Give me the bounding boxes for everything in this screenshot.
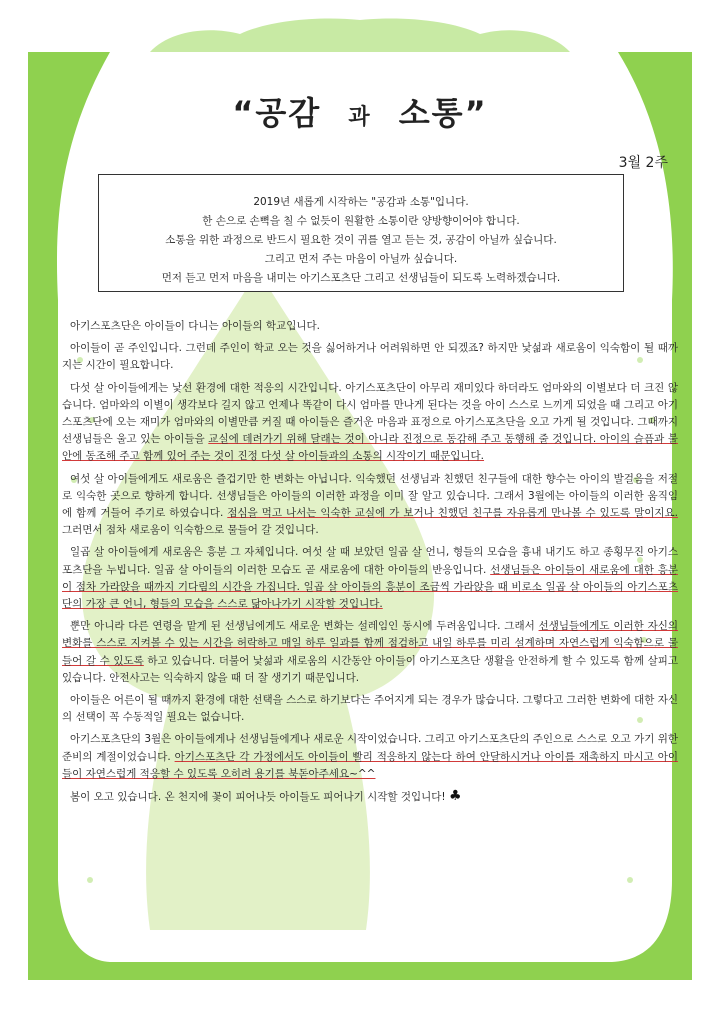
title-part-and: 과 bbox=[348, 105, 372, 130]
intro-line: 그리고 먼저 주는 마음이 아닐까 싶습니다. bbox=[264, 253, 458, 265]
text-span: 일곱 살 아이들에게 새로움은 흥분 그 자체입니다. 여섯 살 때 보았던 일곱 살 언니, 형들의 모습을 흉내 내기도 하고 종횡무진 아기스포츠단을 누빕니다. 일곱 살 아이들의 이러한 모습도 곧 새로움에 대한 아이들의 반응입니다. bbox=[62, 546, 678, 576]
paragraph-school: 아기스포츠단은 아이들이 다니는 아이들의 학교입니다. bbox=[70, 320, 320, 332]
paragraph-seven-year-olds bbox=[62, 544, 678, 613]
text-span: 여섯 살 아이들에게도 새로움은 즐겁기만 한 변화는 아닙니다. 익숙했던 선생님과 친했던 친구들에 대한 향수는 아이의 발걸음을 저절로 익숙한 곳으로 향하게 합니다. 선생님들은 아이들의 이러한 과정을 이미 잘 알고 있습니다. 그래서 3월에는 아이들의 이러한 움직임에 함께 거들어 주기로 하였습니다. bbox=[62, 472, 678, 520]
week-date: 3월 2주 bbox=[618, 155, 668, 171]
text-span: 아기스포츠단의 3월은 아이들에게나 선생님들에게나 새로운 시작이었습니다. 그리고 아기스포츠단의 주인으로 스스로 오고 가기 위한 준비의 계절이었습니다. bbox=[62, 733, 678, 763]
paragraph-six-year-olds bbox=[62, 471, 678, 540]
text-span: 하고 있습니다. 더불어 낯섦과 새로움의 시간동안 아이들이 아기스포츠단 생활을 안전하게 할 수 있도록 함께 살피고 있습니다. 안전사고는 익숙하지 않을 때 더 잘 생기기 때문입니다. bbox=[62, 654, 678, 684]
intro-line: 소통을 위한 과정으로 반드시 필요한 것이 귀를 열고 듣는 것, 공감이 아닐까 싶습니다. bbox=[165, 234, 557, 246]
intro-box bbox=[98, 174, 624, 292]
paragraph-teachers bbox=[62, 618, 678, 687]
paragraph-spring bbox=[62, 788, 678, 806]
underlined-text: 선생님들에게도 이러한 자신의 변화를 스스로 지켜볼 수 있는 시간을 허락하고 매일 하루 일과를 함께 점검하고 내일 하루를 미리 설계하며 자연스럽게 익숙함으로 물들어 갈 수 있도록 bbox=[62, 620, 678, 667]
text-span: 뿐만 아니라 다른 연령을 맡게 된 선생님에게도 새로운 변화는 설레임인 동시에 두려움입니다. 그래서 bbox=[70, 620, 539, 633]
underlined-text: 교실에 데려가기 위해 달래는 것이 아니라 진정으로 동감해 주고 동행해 줄 것입니다. 아이의 슬픔과 불안에 동조해 주고 함께 있어 주는 것이 진정 다섯 살 아이들과의 소통의 시작이기 때문입니다. bbox=[62, 433, 678, 463]
intro-line: 한 손으로 손뼉을 칠 수 없듯이 원활한 소통이란 양방향이어야 합니다. bbox=[202, 215, 520, 227]
intro-line: 2019년 새롭게 시작하는 "공감과 소통"입니다. bbox=[253, 196, 469, 208]
title-part-empathy: “공감 bbox=[232, 94, 322, 132]
page-title bbox=[0, 88, 720, 134]
paragraph-five-year-olds bbox=[62, 380, 678, 466]
text-span: 봄이 오고 있습니다. 온 천지에 꽃이 피어나듯 아이들도 피어나기 시작할 것입니다! bbox=[70, 791, 446, 804]
underlined-text: 점심을 먹고 나서는 익숙한 교실에 가 보거나 친했던 친구를 자유롭게 만나볼 수 있도록 말이지요. bbox=[227, 507, 678, 520]
underlined-text: 아기스포츠단 각 가정에서도 아이들이 빨리 적응하지 않는다 하여 안달하시거나 아이를 재촉하지 마시고 아이들이 자연스럽게 적응할 수 있도록 오히려 용기를 북돋아주세요~^^ bbox=[62, 750, 678, 780]
paragraph-march bbox=[62, 731, 678, 783]
text-span: 그러면서 점차 새로움이 익숙함으로 물들어 갈 것입니다. bbox=[62, 524, 319, 537]
title-part-communication: 소통” bbox=[398, 94, 488, 132]
paragraph-choice: 아이들은 어른이 될 때까지 환경에 대한 선택을 스스로 하기보다는 주어지게 되는 경우가 많습니다. 그렇다고 그러한 변화에 대한 자신의 선택이 꼭 수동적일 필요는 없습니다. bbox=[62, 694, 678, 724]
paragraph-owners: 아이들이 곧 주인입니다. 그런데 주인이 학교 오는 것을 싫어하거나 어려워하면 안 되겠죠? 하지만 낯섦과 새로움이 익숙함이 될 때까지는 시간이 필요합니다. bbox=[62, 342, 678, 372]
text-span: 다섯 살 아이들에게는 낯선 환경에 대한 적응의 시간입니다. 아기스포츠단이 아무리 재미있다 하더라도 엄마와의 이별보다 더 크진 않습니다. 엄마와의 이별이 생각보다 길지 않고 언제나 똑같이 다시 엄마를 만나게 된다는 것을 아이 스스로 느끼게 되었을 때 그리고 아기스포츠단에 오는 재미가 엄마와의 이별만큼 커질 때 아이들은 즐거운 마음과 표정으로 아기스포츠단을 오고 가게 될 것입니다. 그때까지 선생님들은 울고 있는 아이들을 bbox=[62, 381, 678, 446]
intro-line: 먼저 듣고 먼저 마음을 내미는 아기스포츠단 그리고 선생님들이 되도록 노력하겠습니다. bbox=[161, 272, 561, 284]
underlined-text: 선생님들은 아이들이 새로움에 대한 흥분이 점차 가라앉을 때까지 기다림의 시간을 가집니다. 일곱 살 아이들의 흥분이 조금씩 가라앉을 때 비로소 일곱 살 아이들의 아기스포츠단의 가장 큰 언니, 형들의 모습을 스스로 닮아나가기 시작할 것입니다. bbox=[62, 563, 678, 611]
club-icon: ♣ bbox=[449, 788, 462, 805]
newsletter-body bbox=[62, 318, 678, 811]
